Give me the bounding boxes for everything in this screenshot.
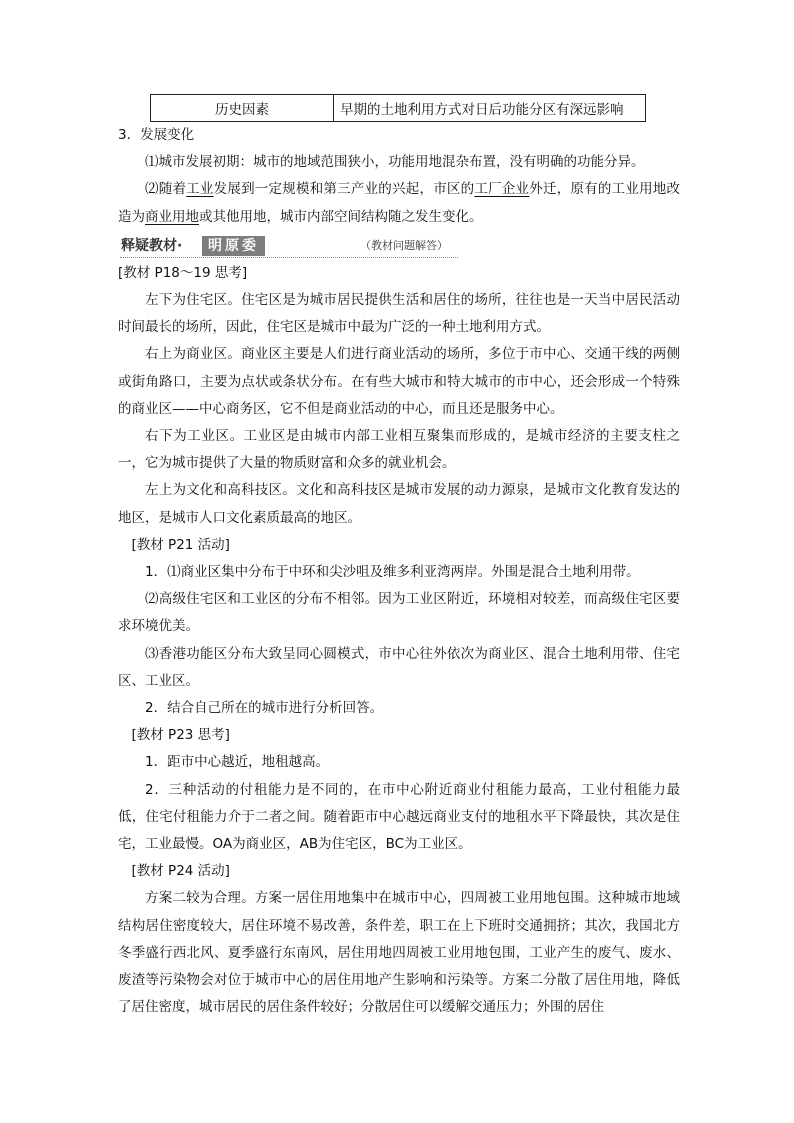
- text-run: 或其他用地，城市内部空间结构随之发生变化。: [199, 208, 483, 225]
- paragraph: 左下为住宅区。住宅区是为城市居民提供生活和居住的场所，往往也是一天当中居民活动时间最长的场所，因此，住宅区是城市中最为广泛的一种土地利用方式。: [118, 292, 680, 336]
- document-page: [118, 94, 680, 1022]
- text-run: ⑵随着: [145, 181, 187, 198]
- paragraph: 2．结合自己所在的城市进行分析回答。: [145, 700, 384, 717]
- reference-label: [教材 P24 活动]: [131, 863, 230, 880]
- underlined-term: 工厂企业: [474, 181, 530, 198]
- answer-body: [118, 260, 680, 1022]
- paragraph: ⑴城市发展初期：城市的地域范围狭小，功能用地混杂布置，没有明确的功能分异。: [145, 154, 645, 171]
- text-run: 发展到一定规模和第三产业的兴起，市区的: [213, 181, 475, 198]
- underlined-term: 工业: [186, 181, 214, 198]
- text-run: 外迁，原有的工业用地改造为: [118, 181, 681, 225]
- banner-subtitle: （教材问题解答）: [360, 238, 448, 252]
- paragraph: 右上为商业区。商业区主要是人们进行商业活动的场所，多位于市中心、交通干线的两侧或街角路口，主要为点状或条状分布。在有些大城市和特大城市的市中心，还会形成一个特殊的商业区——中心商务区，它不但是商业活动的中心，而且还是服务中心。: [118, 346, 680, 417]
- paragraph: 方案二较为合理。方案一居住用地集中在城市中心，四周被工业用地包围。这种城市地域结构居住密度较大，居住环境不易改善，条件差，职工在上下班时交通拥挤；其次，我国北方冬季盛行西北风、夏季盛行东南风，居住用地四周被工业用地包围，工业产生的废气、废水、废渣等污染物会对位于城市中心的居住用地产生影响和污染等。方案二分散了居住用地，降低了居住密度，城市居民的居住条件较好；分散居住可以缓解交通压力；外围的居住: [118, 890, 680, 1016]
- factor-table: [150, 94, 646, 122]
- paragraph: ⑶香港功能区分布大致呈同心圆模式，市中心往外依次为商业区、混合土地利用带、住宅区、工业区。: [118, 645, 680, 689]
- section-banner: [120, 234, 680, 260]
- section-heading: 3．发展变化: [118, 127, 195, 143]
- reference-label: [教材 P21 活动]: [131, 536, 230, 553]
- banner-divider: [120, 257, 458, 258]
- table-row: [151, 95, 646, 122]
- table-cell-value: 早期的土地利用方式对日后功能分区有深远影响: [334, 95, 646, 122]
- reference-label: [教材 P18～19 思考]: [118, 264, 248, 281]
- paragraph: 1．⑴商业区集中分布于中环和尖沙咀及维多利亚湾两岸。外围是混合土地利用带。: [145, 564, 640, 581]
- paragraph: 右下为工业区。工业区是由城市内部工业相互聚集而形成的，是城市经济的主要支柱之一，它为城市提供了大量的物质财富和众多的就业机会。: [118, 428, 680, 472]
- banner-highlight: 明原委: [202, 236, 265, 256]
- underlined-term: 商业用地: [145, 208, 199, 225]
- paragraph: 左上为文化和高科技区。文化和高科技区是城市发展的动力源泉，是城市文化教育发达的地区，是城市人口文化素质最高的地区。: [118, 482, 680, 526]
- reference-label: [教材 P23 思考]: [131, 727, 230, 744]
- banner-title: 释疑教材·: [121, 237, 183, 254]
- paragraph: 2．三种活动的付租能力是不同的，在市中心附近商业付租能力最高，工业付租能力最低，住宅付租能力介于二者之间。随着距市中心越远商业支付的地租水平下降最快，其次是住宅，工业最慢。OA为商业区，AB为住宅区，BC为工业区。: [118, 781, 680, 853]
- table-cell-key: 历史因素: [151, 95, 334, 122]
- paragraph-underlined: [118, 176, 680, 230]
- paragraph: 1．距市中心越近，地租越高。: [145, 754, 330, 771]
- paragraph: ⑵高级住宅区和工业区的分布不相邻。因为工业区附近，环境相对较差，而高级住宅区要求环境优美。: [118, 591, 680, 635]
